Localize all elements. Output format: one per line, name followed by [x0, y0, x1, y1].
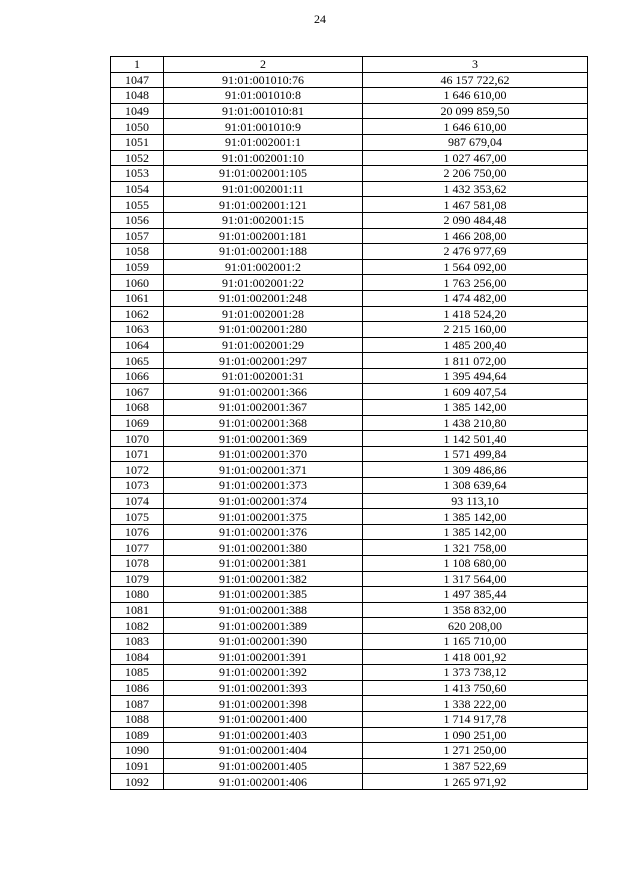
table-row [111, 571, 588, 587]
value-cell: 1 308 639,64 [363, 478, 588, 494]
table-header-row [111, 57, 588, 73]
table-row [111, 103, 588, 119]
cadastral-number-cell: 91:01:002001:389 [164, 618, 363, 634]
cadastral-number-cell: 91:01:002001:374 [164, 493, 363, 509]
table-body [111, 72, 588, 789]
row-number-cell: 1070 [111, 431, 164, 447]
value-cell: 46 157 722,62 [363, 72, 588, 88]
value-cell: 1 811 072,00 [363, 353, 588, 369]
value-cell: 1 385 142,00 [363, 509, 588, 525]
cadastral-number-cell: 91:01:002001:405 [164, 758, 363, 774]
cadastral-number-cell: 91:01:002001:29 [164, 337, 363, 353]
row-number-cell: 1050 [111, 119, 164, 135]
table-row [111, 212, 588, 228]
table-row [111, 166, 588, 182]
table-row [111, 228, 588, 244]
table-row [111, 633, 588, 649]
table-row [111, 743, 588, 759]
table-row [111, 134, 588, 150]
table-row [111, 711, 588, 727]
cadastral-number-cell: 91:01:002001:391 [164, 649, 363, 665]
cadastral-number-cell: 91:01:002001:15 [164, 212, 363, 228]
cadastral-number-cell: 91:01:002001:381 [164, 556, 363, 572]
row-number-cell: 1077 [111, 540, 164, 556]
table-row [111, 509, 588, 525]
value-cell: 1 165 710,00 [363, 633, 588, 649]
value-cell: 1 309 486,86 [363, 462, 588, 478]
table-row [111, 587, 588, 603]
row-number-cell: 1049 [111, 103, 164, 119]
header-col-1: 1 [111, 57, 164, 73]
value-cell: 2 206 750,00 [363, 166, 588, 182]
table-row [111, 727, 588, 743]
value-cell: 1 317 564,00 [363, 571, 588, 587]
table-row [111, 353, 588, 369]
row-number-cell: 1060 [111, 275, 164, 291]
table-row [111, 197, 588, 213]
header-col-2: 2 [164, 57, 363, 73]
row-number-cell: 1075 [111, 509, 164, 525]
value-cell: 1 474 482,00 [363, 290, 588, 306]
table-row [111, 72, 588, 88]
value-cell: 1 373 738,12 [363, 665, 588, 681]
row-number-cell: 1062 [111, 306, 164, 322]
table-row [111, 150, 588, 166]
row-number-cell: 1056 [111, 212, 164, 228]
table-row [111, 259, 588, 275]
cadastral-number-cell: 91:01:002001:188 [164, 244, 363, 260]
table-row [111, 696, 588, 712]
value-cell: 93 113,10 [363, 493, 588, 509]
cadastral-number-cell: 91:01:002001:371 [164, 462, 363, 478]
table-row [111, 446, 588, 462]
table-row [111, 618, 588, 634]
row-number-cell: 1048 [111, 88, 164, 104]
cadastral-number-cell: 91:01:002001:22 [164, 275, 363, 291]
row-number-cell: 1052 [111, 150, 164, 166]
cadastral-number-cell: 91:01:002001:380 [164, 540, 363, 556]
table-row [111, 415, 588, 431]
cadastral-number-cell: 91:01:002001:404 [164, 743, 363, 759]
row-number-cell: 1058 [111, 244, 164, 260]
row-number-cell: 1076 [111, 524, 164, 540]
value-cell: 1 358 832,00 [363, 602, 588, 618]
table-row [111, 337, 588, 353]
value-cell: 2 476 977,69 [363, 244, 588, 260]
cadastral-number-cell: 91:01:002001:121 [164, 197, 363, 213]
row-number-cell: 1084 [111, 649, 164, 665]
value-cell: 1 571 499,84 [363, 446, 588, 462]
cadastral-number-cell: 91:01:002001:10 [164, 150, 363, 166]
table-row [111, 244, 588, 260]
cadastral-number-cell: 91:01:002001:385 [164, 587, 363, 603]
cadastral-number-cell: 91:01:002001:400 [164, 711, 363, 727]
table-row [111, 556, 588, 572]
table-row [111, 88, 588, 104]
row-number-cell: 1066 [111, 368, 164, 384]
cadastral-number-cell: 91:01:002001:369 [164, 431, 363, 447]
value-cell: 1 385 142,00 [363, 400, 588, 416]
row-number-cell: 1078 [111, 556, 164, 572]
cadastral-number-cell: 91:01:002001:373 [164, 478, 363, 494]
row-number-cell: 1081 [111, 602, 164, 618]
value-cell: 1 387 522,69 [363, 758, 588, 774]
cadastral-value-table [110, 56, 588, 790]
cadastral-number-cell: 91:01:001010:76 [164, 72, 363, 88]
cadastral-number-cell: 91:01:001010:8 [164, 88, 363, 104]
row-number-cell: 1065 [111, 353, 164, 369]
cadastral-number-cell: 91:01:002001:382 [164, 571, 363, 587]
value-cell: 2 090 484,48 [363, 212, 588, 228]
table-row [111, 306, 588, 322]
cadastral-number-cell: 91:01:001010:9 [164, 119, 363, 135]
cadastral-number-cell: 91:01:001010:81 [164, 103, 363, 119]
row-number-cell: 1072 [111, 462, 164, 478]
row-number-cell: 1057 [111, 228, 164, 244]
cadastral-number-cell: 91:01:002001:367 [164, 400, 363, 416]
value-cell: 1 090 251,00 [363, 727, 588, 743]
table-row [111, 181, 588, 197]
row-number-cell: 1059 [111, 259, 164, 275]
value-cell: 620 208,00 [363, 618, 588, 634]
row-number-cell: 1088 [111, 711, 164, 727]
table-row [111, 602, 588, 618]
cadastral-number-cell: 91:01:002001:31 [164, 368, 363, 384]
cadastral-number-cell: 91:01:002001:390 [164, 633, 363, 649]
value-cell: 1 027 467,00 [363, 150, 588, 166]
value-cell: 1 338 222,00 [363, 696, 588, 712]
value-cell: 1 564 092,00 [363, 259, 588, 275]
table-row [111, 524, 588, 540]
cadastral-number-cell: 91:01:002001:375 [164, 509, 363, 525]
value-cell: 1 395 494,64 [363, 368, 588, 384]
table-row [111, 493, 588, 509]
value-cell: 1 497 385,44 [363, 587, 588, 603]
table-row [111, 540, 588, 556]
cadastral-number-cell: 91:01:002001:376 [164, 524, 363, 540]
value-cell: 1 609 407,54 [363, 384, 588, 400]
row-number-cell: 1047 [111, 72, 164, 88]
table-row [111, 322, 588, 338]
value-cell: 1 438 210,80 [363, 415, 588, 431]
value-cell: 1 432 353,62 [363, 181, 588, 197]
value-cell: 20 099 859,50 [363, 103, 588, 119]
row-number-cell: 1090 [111, 743, 164, 759]
value-cell: 2 215 160,00 [363, 322, 588, 338]
table-row [111, 462, 588, 478]
cadastral-number-cell: 91:01:002001:105 [164, 166, 363, 182]
value-cell: 1 485 200,40 [363, 337, 588, 353]
row-number-cell: 1089 [111, 727, 164, 743]
row-number-cell: 1083 [111, 633, 164, 649]
table-row [111, 368, 588, 384]
value-cell: 1 646 610,00 [363, 119, 588, 135]
cadastral-number-cell: 91:01:002001:2 [164, 259, 363, 275]
row-number-cell: 1082 [111, 618, 164, 634]
value-cell: 1 467 581,08 [363, 197, 588, 213]
cadastral-number-cell: 91:01:002001:280 [164, 322, 363, 338]
row-number-cell: 1086 [111, 680, 164, 696]
row-number-cell: 1053 [111, 166, 164, 182]
table-row [111, 758, 588, 774]
value-cell: 1 108 680,00 [363, 556, 588, 572]
cadastral-number-cell: 91:01:002001:1 [164, 134, 363, 150]
row-number-cell: 1068 [111, 400, 164, 416]
cadastral-number-cell: 91:01:002001:392 [164, 665, 363, 681]
table-row [111, 119, 588, 135]
table-row [111, 649, 588, 665]
table-row [111, 478, 588, 494]
value-cell: 1 271 250,00 [363, 743, 588, 759]
row-number-cell: 1054 [111, 181, 164, 197]
value-cell: 1 265 971,92 [363, 774, 588, 790]
cadastral-number-cell: 91:01:002001:181 [164, 228, 363, 244]
row-number-cell: 1067 [111, 384, 164, 400]
row-number-cell: 1087 [111, 696, 164, 712]
table-row [111, 290, 588, 306]
cadastral-number-cell: 91:01:002001:248 [164, 290, 363, 306]
table-row [111, 400, 588, 416]
row-number-cell: 1092 [111, 774, 164, 790]
value-cell: 1 385 142,00 [363, 524, 588, 540]
cadastral-number-cell: 91:01:002001:297 [164, 353, 363, 369]
header-col-3: 3 [363, 57, 588, 73]
cadastral-number-cell: 91:01:002001:398 [164, 696, 363, 712]
row-number-cell: 1069 [111, 415, 164, 431]
value-cell: 1 466 208,00 [363, 228, 588, 244]
row-number-cell: 1064 [111, 337, 164, 353]
value-cell: 1 321 758,00 [363, 540, 588, 556]
value-cell: 1 714 917,78 [363, 711, 588, 727]
row-number-cell: 1071 [111, 446, 164, 462]
value-cell: 1 142 501,40 [363, 431, 588, 447]
table-row [111, 680, 588, 696]
value-cell: 1 763 256,00 [363, 275, 588, 291]
value-cell: 1 418 001,92 [363, 649, 588, 665]
cadastral-number-cell: 91:01:002001:388 [164, 602, 363, 618]
page-number: 24 [314, 12, 326, 26]
cadastral-number-cell: 91:01:002001:368 [164, 415, 363, 431]
table-row [111, 665, 588, 681]
row-number-cell: 1073 [111, 478, 164, 494]
cadastral-number-cell: 91:01:002001:370 [164, 446, 363, 462]
row-number-cell: 1085 [111, 665, 164, 681]
row-number-cell: 1063 [111, 322, 164, 338]
value-cell: 1 646 610,00 [363, 88, 588, 104]
table-row [111, 384, 588, 400]
cadastral-number-cell: 91:01:002001:11 [164, 181, 363, 197]
value-cell: 1 418 524,20 [363, 306, 588, 322]
row-number-cell: 1051 [111, 134, 164, 150]
cadastral-number-cell: 91:01:002001:406 [164, 774, 363, 790]
cadastral-number-cell: 91:01:002001:366 [164, 384, 363, 400]
row-number-cell: 1079 [111, 571, 164, 587]
cadastral-number-cell: 91:01:002001:403 [164, 727, 363, 743]
row-number-cell: 1055 [111, 197, 164, 213]
row-number-cell: 1061 [111, 290, 164, 306]
row-number-cell: 1091 [111, 758, 164, 774]
value-cell: 1 413 750,60 [363, 680, 588, 696]
table-row [111, 275, 588, 291]
row-number-cell: 1074 [111, 493, 164, 509]
cadastral-number-cell: 91:01:002001:28 [164, 306, 363, 322]
cadastral-number-cell: 91:01:002001:393 [164, 680, 363, 696]
row-number-cell: 1080 [111, 587, 164, 603]
value-cell: 987 679,04 [363, 134, 588, 150]
table-row [111, 431, 588, 447]
table-row [111, 774, 588, 790]
